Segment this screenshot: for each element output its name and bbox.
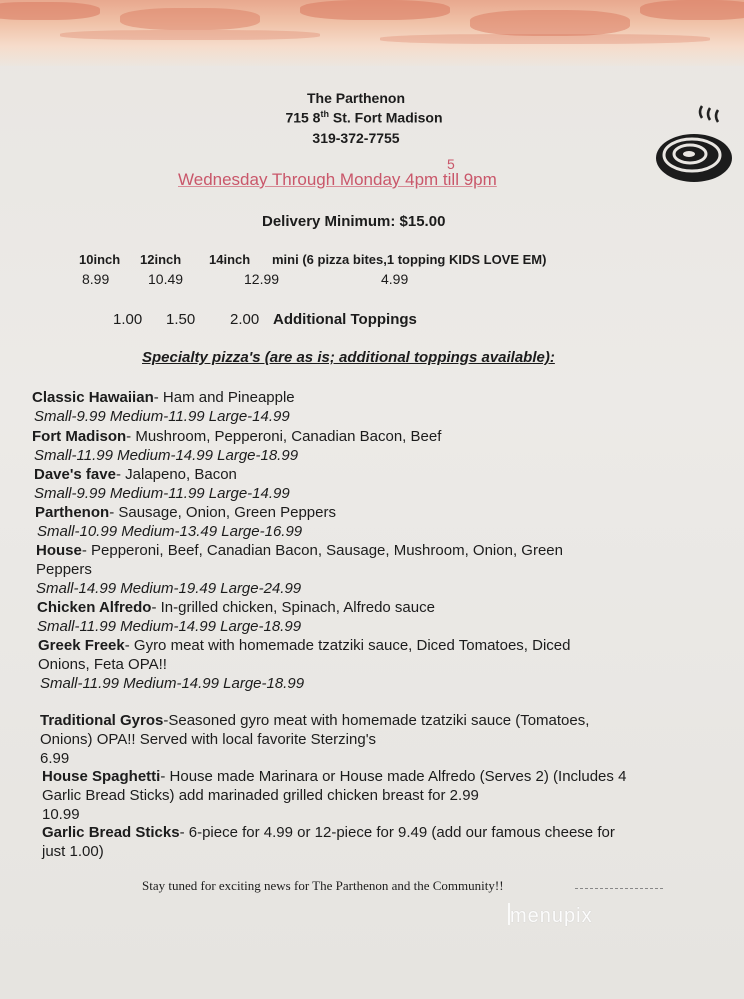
pizza-item-daves-fave: Dave's fave- Jalapeno, Bacon Small-9.99 Medium-11.99 Large-14.99 [34, 466, 290, 502]
price-14inch: 12.99 [244, 271, 280, 287]
size-label-mini: mini (6 pizza bites,1 topping KIDS LOVE EM) [272, 252, 547, 267]
restaurant-address: 715 8th St. Fort Madison [285, 109, 443, 126]
restaurant-phone: 319-372-7755 [312, 130, 400, 146]
menu-item-traditional-gyros: Traditional Gyros-Seasoned gyro meat with homemade tzatziki sauce (Tomatoes, Onions) OPA!! Served with local favorite Sterzing's 6.99 [40, 712, 590, 767]
restaurant-name: The Parthenon [306, 90, 405, 106]
footer-note: Stay tuned for exciting news for The Parthenon and the Community!! [142, 878, 504, 893]
pizza-item-house: House- Pepperoni, Beef, Canadian Bacon, Sausage, Mushroom, Onion, Green Peppers Small-14.99 Medium-19.49 Large-24.99 [36, 542, 563, 597]
topping-price-large: 2.00 [230, 311, 260, 328]
size-label-12inch: 12inch [140, 252, 182, 267]
specialty-pizza-header: Specialty pizza's (are as is; additional toppings available): [142, 349, 555, 366]
topping-price-medium: 1.50 [166, 311, 196, 328]
pizza-item-greek-freek: Greek Freek- Gyro meat with homemade tzatziki sauce, Diced Tomatoes, Diced Onions, Feta OPA!! Small-11.99 Medium-14.99 Large-18.99 [38, 637, 571, 692]
delivery-minimum: Delivery Minimum: $15.00 [262, 213, 446, 230]
menu-item-garlic-bread-sticks: Garlic Bread Sticks- 6-piece for 4.99 or 12-piece for 9.49 (add our famous cheese for just 1.00) [42, 824, 615, 860]
price-mini: 4.99 [381, 271, 409, 287]
size-label-10inch: 10inch [79, 252, 121, 267]
handwritten-hour-correction: 5 [447, 156, 455, 172]
menupix-watermark: menupix [510, 905, 593, 927]
business-hours: Wednesday Through Monday 4pm till 9pm [178, 170, 497, 189]
steaming-pizza-logo-icon [652, 100, 734, 192]
toppings-label: Additional Toppings [273, 311, 417, 328]
size-label-14inch: 14inch [209, 252, 251, 267]
pizza-banner-image [0, 0, 744, 66]
price-12inch: 10.49 [148, 271, 184, 287]
topping-price-small: 1.00 [113, 311, 143, 328]
menu-item-house-spaghetti: House Spaghetti- House made Marinara or House made Alfredo (Serves 2) (Includes 4 Garlic Bread Sticks) add marinaded grilled chicken breast for 2.99 10.99 [42, 768, 627, 823]
pizza-item-chicken-alfredo: Chicken Alfredo- In-grilled chicken, Spinach, Alfredo sauce Small-11.99 Medium-14.99 Large-18.99 [37, 599, 435, 635]
pizza-item-parthenon: Parthenon- Sausage, Onion, Green Peppers Small-10.99 Medium-13.49 Large-16.99 [35, 504, 336, 540]
footer-dotted-line [575, 888, 663, 889]
pizza-item-classic-hawaiian: Classic Hawaiian- Ham and Pineapple Small-9.99 Medium-11.99 Large-14.99 [32, 389, 295, 425]
pizza-item-fort-madison: Fort Madison- Mushroom, Pepperoni, Canadian Bacon, Beef Small-11.99 Medium-14.99 Large-18.99 [32, 428, 442, 464]
price-10inch: 8.99 [82, 271, 110, 287]
